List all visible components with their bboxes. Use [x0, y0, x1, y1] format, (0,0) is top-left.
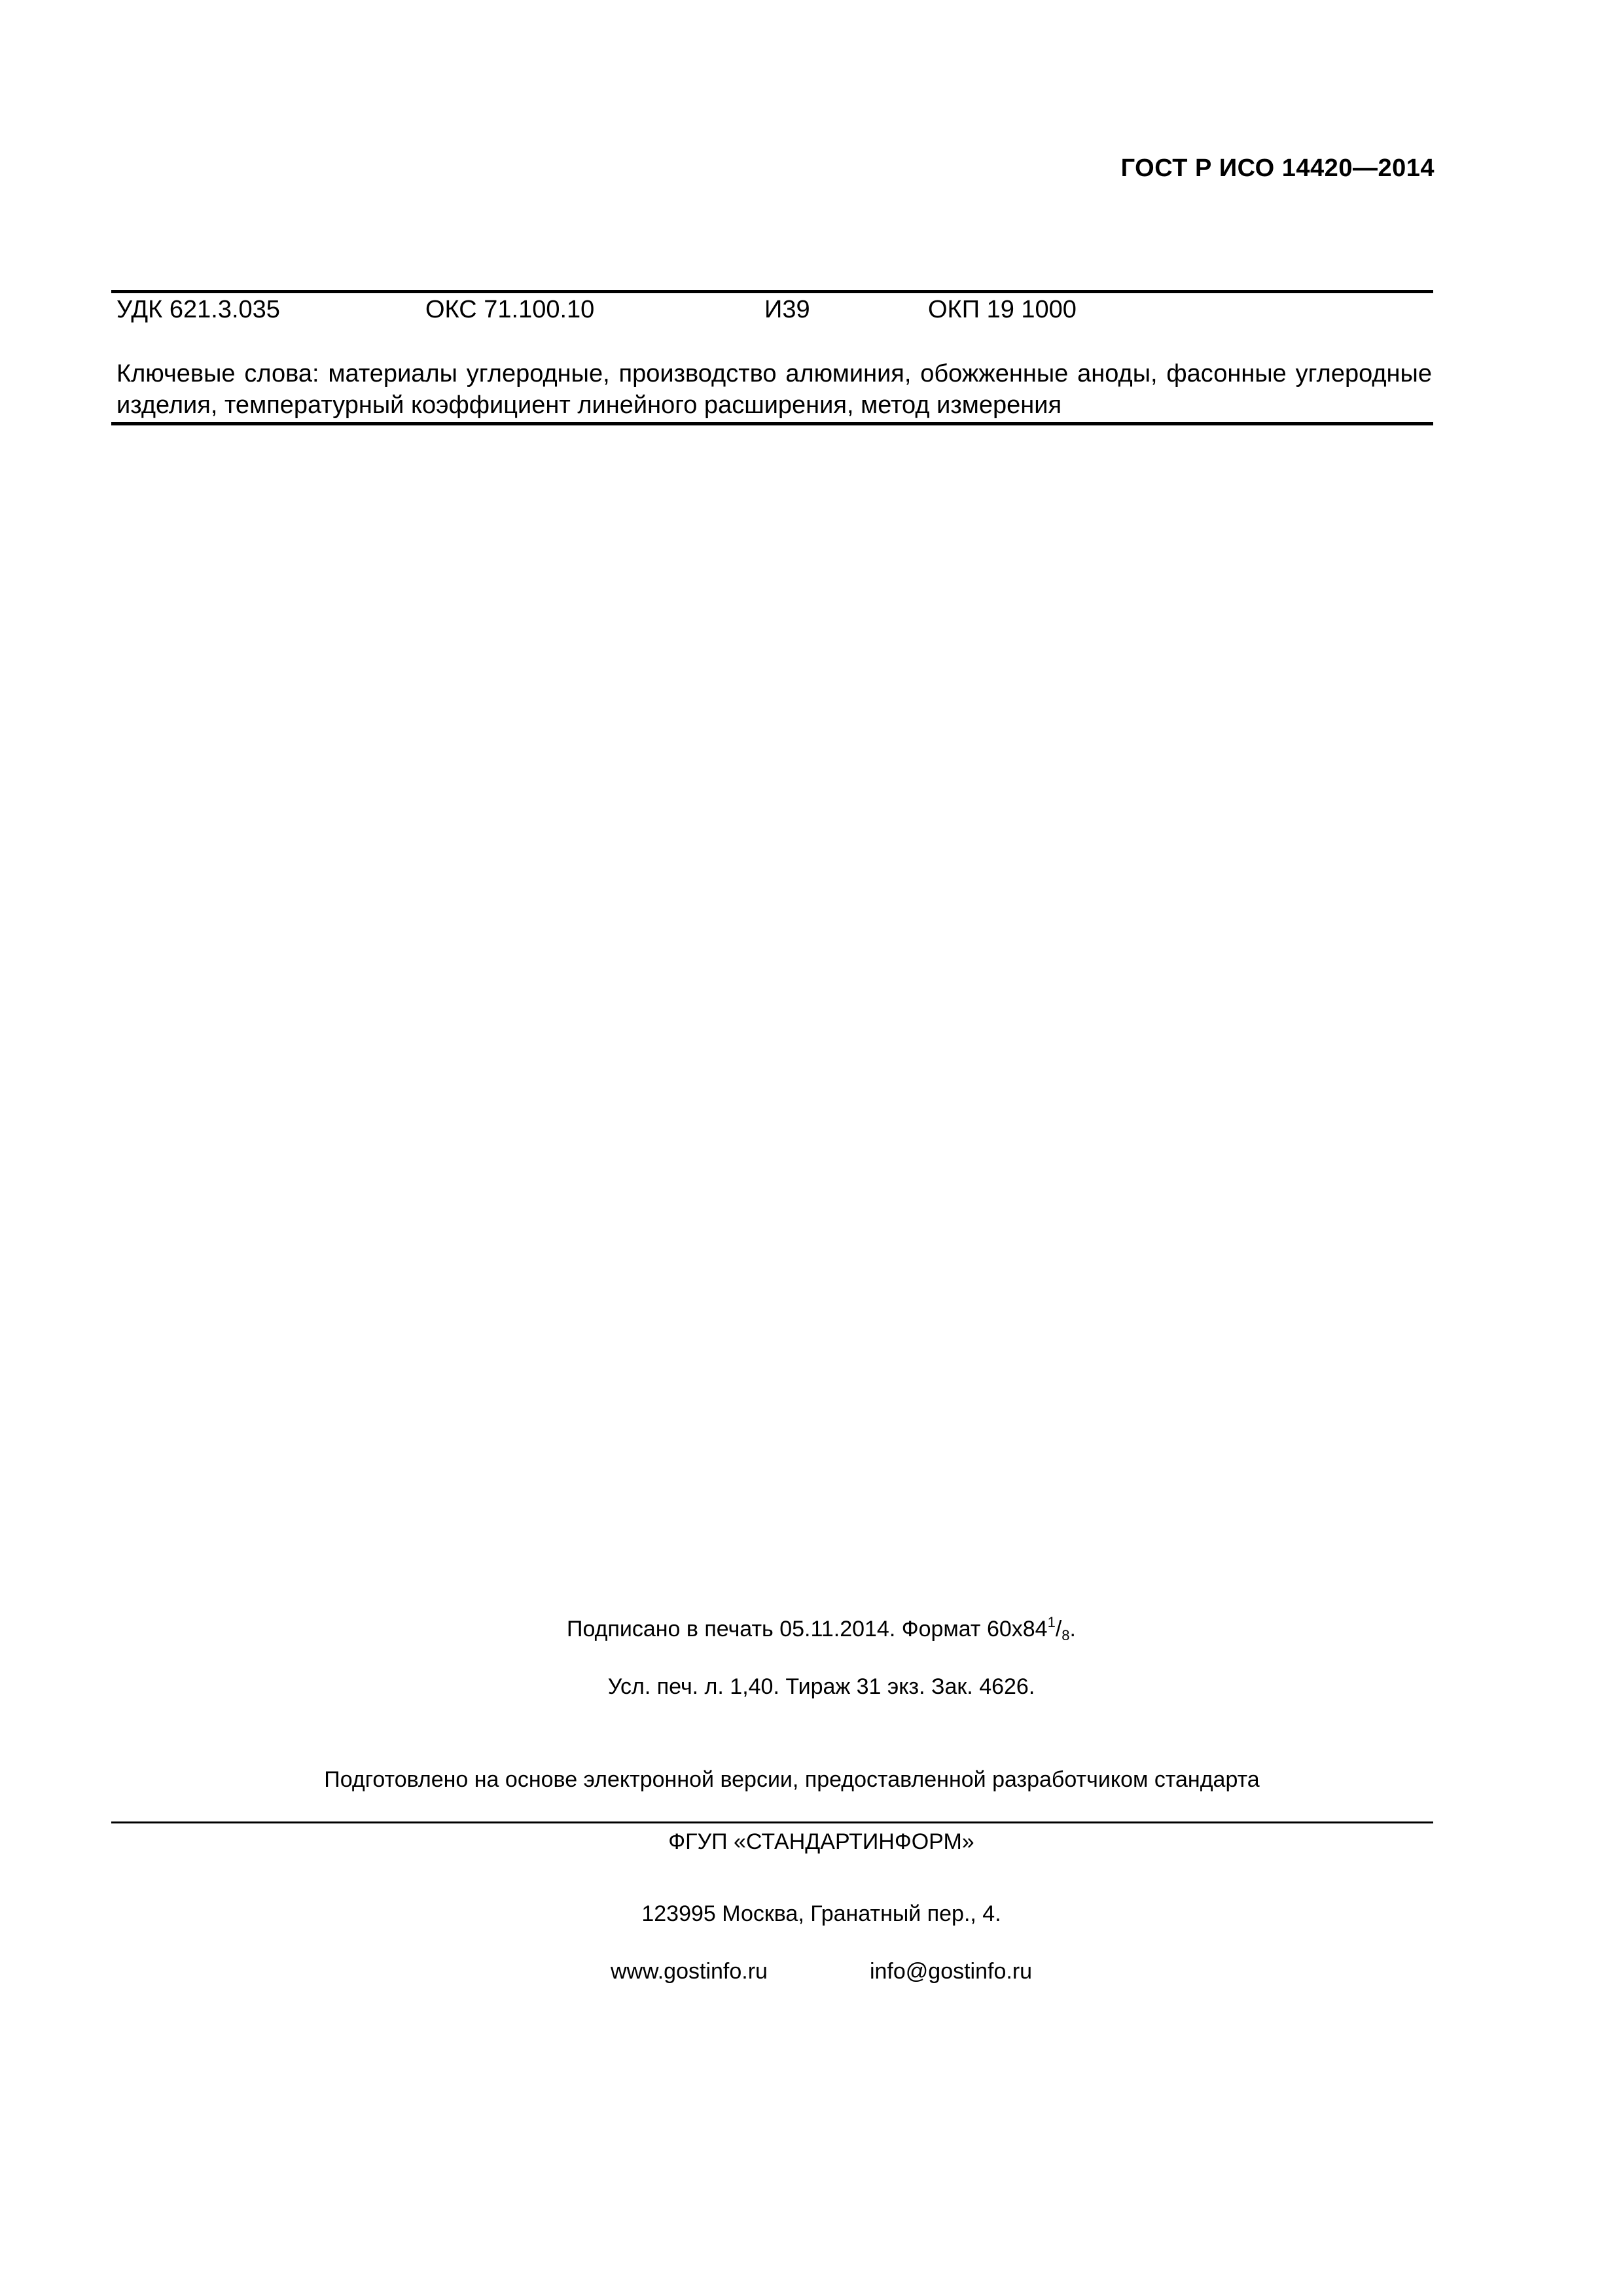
publisher-name: ФГУП «СТАНДАРТИНФОРМ» [668, 1829, 974, 1854]
signed-text: Подписано в печать 05.11.2014. Формат 60х84 [567, 1617, 1048, 1641]
okp-code: ОКП 19 1000 [928, 296, 1077, 323]
format-end: . [1069, 1617, 1076, 1641]
format-numerator: 1 [1047, 1614, 1056, 1630]
signed-for-print: Подписано в печать 05.11.2014. Формат $60х84^1/_8$. [567, 1614, 1076, 1643]
website-link[interactable]: www.gostinfo.ru [610, 1959, 768, 1984]
prepared-note: Подготовлено на основе электронной версии, предоставленной разработчиком стандарта [324, 1767, 1260, 1792]
oks-code: ОКС 71.100.10 [425, 296, 595, 323]
print-info: Усл. печ. л. 1,40. Тираж 31 экз. Зак. 4626. [607, 1674, 1035, 1699]
udk-code: УДК 621.3.035 [116, 296, 280, 323]
email-link[interactable]: info@gostinfo.ru [869, 1959, 1033, 1984]
publisher-address: 123995 Москва, Гранатный пер., 4. [641, 1901, 1001, 1926]
keywords-divider [111, 422, 1433, 425]
document-code: ГОСТ Р ИСО 14420—2014 [1120, 154, 1435, 182]
izd-code: И39 [764, 296, 810, 323]
publisher-contacts [0, 1959, 1623, 1984]
format-denominator: 8 [1061, 1627, 1070, 1643]
classification-row [116, 296, 1432, 329]
keywords-paragraph: Ключевые слова: материалы углеродные, производство алюминия, обожженные аноды, фасонные углеродные изделия, температурный коэффициент линейного расширения, метод измерения [116, 360, 1432, 419]
footer-divider [111, 1821, 1433, 1823]
top-divider [111, 290, 1433, 293]
